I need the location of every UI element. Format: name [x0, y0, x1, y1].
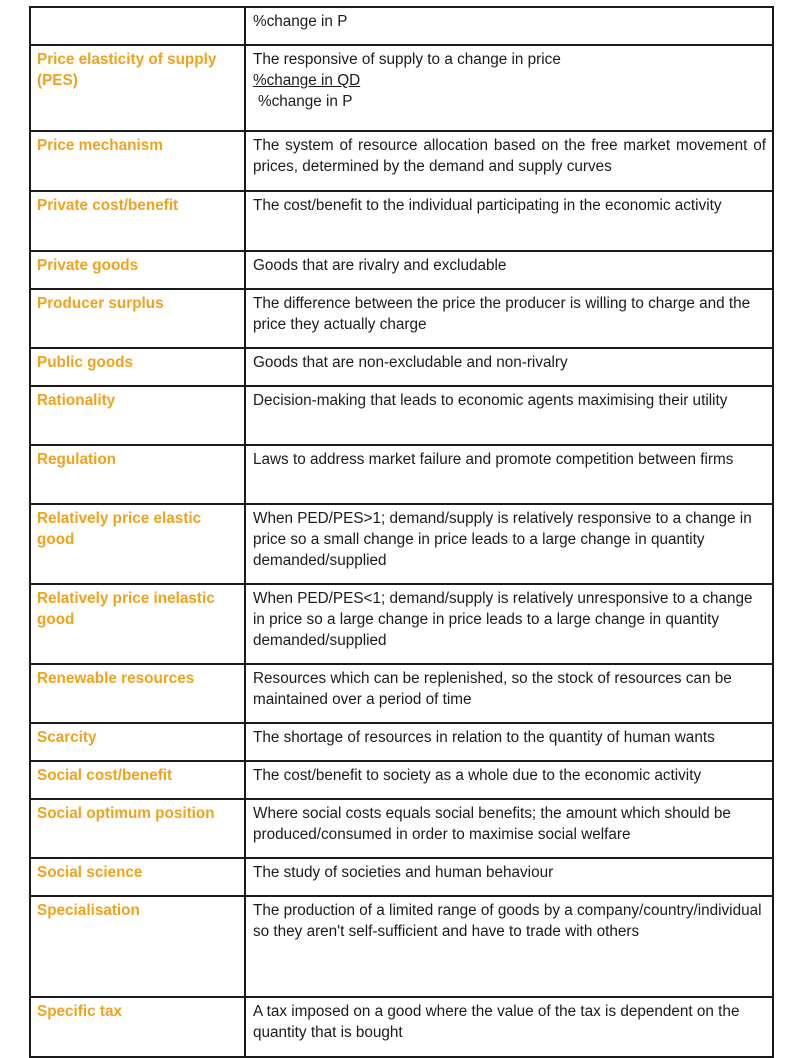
term-cell: Scarcity — [30, 723, 245, 761]
definition-cell — [245, 45, 773, 131]
table-row — [30, 896, 773, 997]
table-row — [30, 289, 773, 348]
term-cell: Social optimum position — [30, 799, 245, 858]
table-row — [30, 761, 773, 799]
table-row — [30, 584, 773, 664]
definition-cell: The system of resource allocation based on the free market movement of prices, determined by the demand and supply curves — [245, 131, 773, 191]
table-row — [30, 191, 773, 251]
definition-cell: The shortage of resources in relation to the quantity of human wants — [245, 723, 773, 761]
table-row — [30, 997, 773, 1057]
term-cell: Specific tax — [30, 997, 245, 1057]
term-cell — [30, 7, 245, 45]
definition-cell: The study of societies and human behaviour — [245, 858, 773, 896]
term-cell: Private goods — [30, 251, 245, 289]
definition-cell: Where social costs equals social benefits; the amount which should be produced/consumed in order to maximise social welfare — [245, 799, 773, 858]
table-row — [30, 348, 773, 386]
table-row — [30, 445, 773, 504]
table-row — [30, 664, 773, 723]
term-cell: Specialisation — [30, 896, 245, 997]
term-cell: Relatively price elastic good — [30, 504, 245, 584]
definition-cell: When PED/PES>1; demand/supply is relatively responsive to a change in price so a small change in price leads to a large change in quantity demanded/supplied — [245, 504, 773, 584]
definition-cell: A tax imposed on a good where the value of the tax is dependent on the quantity that is bought — [245, 997, 773, 1057]
term-cell: Rationality — [30, 386, 245, 445]
formula-denominator: %change in P — [258, 92, 353, 110]
table-row — [30, 45, 773, 131]
definition-cell: When PED/PES<1; demand/supply is relatively unresponsive to a change in price so a large change in price leads to a large change in quantity demanded/supplied — [245, 584, 773, 664]
table-row — [30, 131, 773, 191]
term-cell: Renewable resources — [30, 664, 245, 723]
term-cell: Relatively price inelastic good — [30, 584, 245, 664]
glossary-table — [29, 6, 774, 1058]
table-row — [30, 723, 773, 761]
definition-cell: Laws to address market failure and promote competition between firms — [245, 445, 773, 504]
definition-cell: Goods that are non-excludable and non-rivalry — [245, 348, 773, 386]
definition-cell: Decision-making that leads to economic agents maximising their utility — [245, 386, 773, 445]
definition-cell: The production of a limited range of goods by a company/country/individual so they aren't self-sufficient and have to trade with others — [245, 896, 773, 997]
term-cell: Social science — [30, 858, 245, 896]
definition-text: The responsive of supply to a change in price — [253, 51, 561, 68]
term-cell: Producer surplus — [30, 289, 245, 348]
term-cell: Private cost/benefit — [30, 191, 245, 251]
definition-cell: The cost/benefit to the individual participating in the economic activity — [245, 191, 773, 251]
term-cell: Public goods — [30, 348, 245, 386]
definition-cell: Resources which can be replenished, so the stock of resources can be maintained over a period of time — [245, 664, 773, 723]
formula-denominator: %change in P — [253, 13, 348, 30]
definition-cell: The cost/benefit to society as a whole due to the economic activity — [245, 761, 773, 799]
term-cell: Price elasticity of supply (PES) — [30, 45, 245, 131]
term-cell: Social cost/benefit — [30, 761, 245, 799]
table-row — [30, 858, 773, 896]
table-row — [30, 504, 773, 584]
table-row — [30, 251, 773, 289]
formula-numerator: %change in QD — [253, 71, 361, 89]
term-cell: Regulation — [30, 445, 245, 504]
table-row — [30, 7, 773, 45]
definition-cell: The difference between the price the producer is willing to charge and the price they actually charge — [245, 289, 773, 348]
table-row — [30, 386, 773, 445]
definition-cell: Goods that are rivalry and excludable — [245, 251, 773, 289]
definition-cell — [245, 7, 773, 45]
term-cell: Price mechanism — [30, 131, 245, 191]
table-row — [30, 799, 773, 858]
